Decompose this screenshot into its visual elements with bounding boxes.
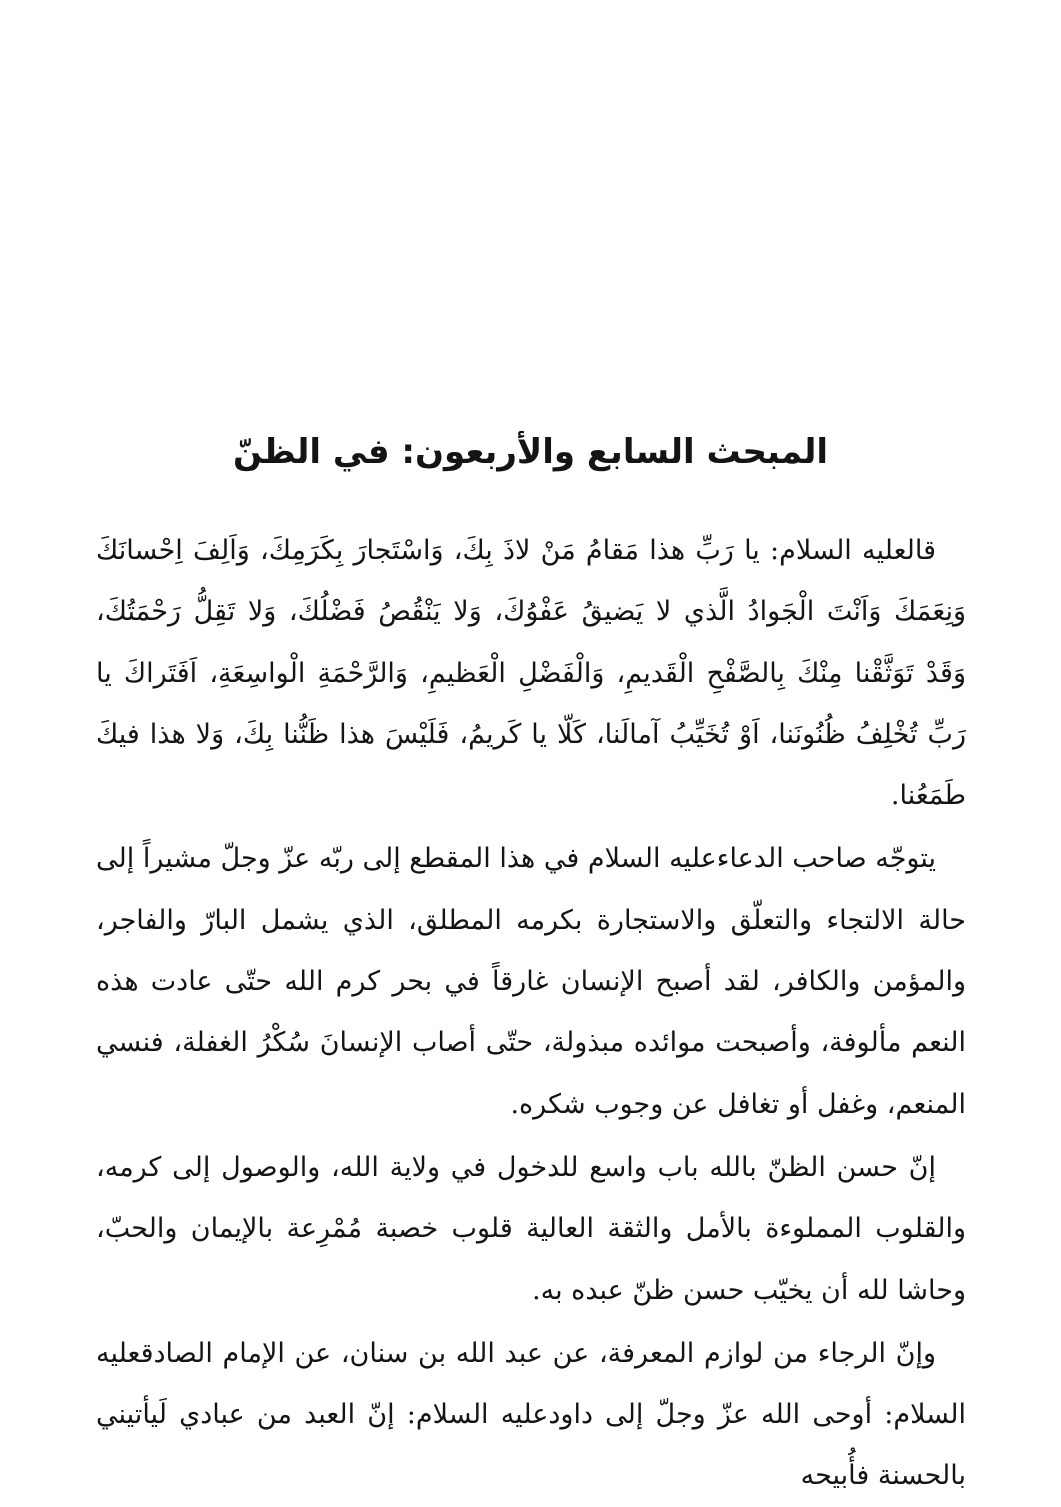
paragraph-4: وإنّ الرجاء من لوازم المعرفة، عن عبد الله بن سنان، عن الإمام الصادقعليه السلام: أوحى الله عزّ وجلّ إلى داودعليه السلام: إنّ العبد من عبادي لَيأتيني بالحسنة فأُبيحه bbox=[96, 1337, 966, 1492]
paragraph-1: قالعليه السلام: يا رَبِّ هذا مَقامُ مَنْ لاذَ بِكَ، وَاسْتَجارَ بِكَرَمِكَ، وَاَلِفَ اِحْسانَكَ وَنِعَمَكَ وَاَنْتَ الْجَوادُ الَّذي لا يَضيقُ عَفْوُكَ، وَلا يَنْقُصُ فَضْلُكَ، وَلا تَقِلُّ رَحْمَتُكَ، وَقَدْ تَوَثَّقْنا مِنْكَ بِالصَّفْحِ الْقَديمِ، وَالْفَضْلِ الْعَظيمِ، وَالرَّحْمَةِ الْواسِعَةِ، اَفَتَراكَ يا رَبِّ تُخْلِفُ ظُنُونَنا، اَوْ تُخَيِّبُ آمالَنا، كَلّا يا كَريمُ، فَلَيْسَ هذا ظَنُّنا بِكَ، وَلا هذا فيكَ طَمَعُنا. bbox=[96, 535, 966, 812]
paragraph-3: إنّ حسن الظنّ بالله باب واسع للدخول في ولاية الله، والوصول إلى كرمه، والقلوب المملوءة بالأمل والثقة العالية قلوب خصبة مُمْرِعة بالإيمان والحبّ، وحاشا لله أن يخيّب حسن ظنّ عبده به. bbox=[96, 1151, 966, 1306]
body-text bbox=[96, 520, 966, 1507]
paragraph-2: يتوجّه صاحب الدعاءعليه السلام في هذا المقطع إلى ربّه عزّ وجلّ مشيراً إلى حالة الالتجاء والتعلّق والاستجارة بكرمه المطلق، الذي يشمل البارّ والفاجر، والمؤمن والكافر، لقد أصبح الإنسان غارقاً في بحر كرم الله حتّى عادت هذه النعم مألوفة، وأصبحت موائده مبذولة، حتّى أصاب الإنسانَ سُكْرُ الغفلة، فنسي المنعم، وغفل أو تغافل عن وجوب شكره. bbox=[96, 843, 966, 1120]
section-title: المبحث السابع والأربعون: في الظنّ bbox=[232, 432, 829, 472]
